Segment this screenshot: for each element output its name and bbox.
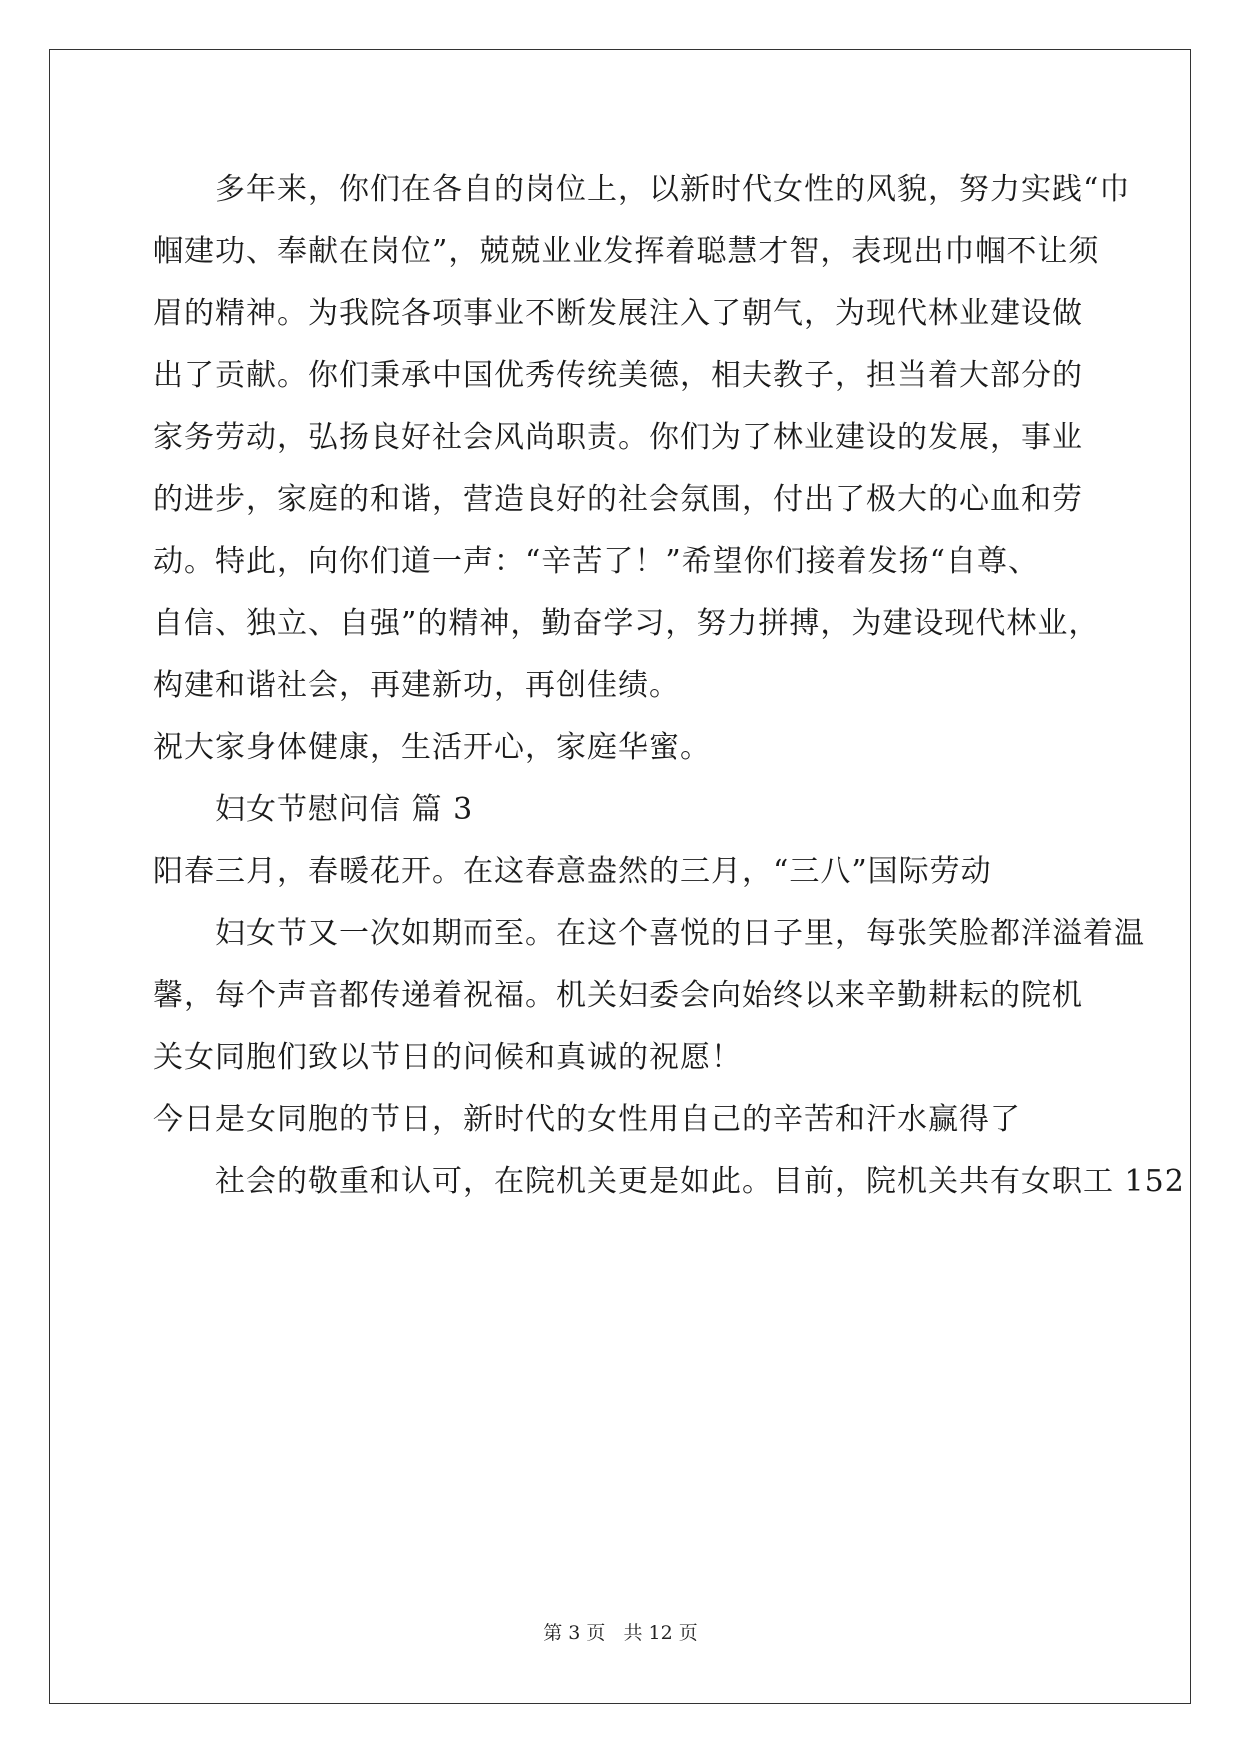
page-total: 共 12 页 xyxy=(623,1622,698,1644)
paragraph-line-1: 多年来，你们在各自的岗位上，以新时代女性的风貌，努力实践“巾 xyxy=(215,172,1131,207)
paragraph-line-12: 妇女节又一次如期而至。在这个喜悦的日子里，每张笑脸都洋溢着温 xyxy=(215,916,1145,951)
paragraph-line-3: 眉的精神。为我院各项事业不断发展注入了朝气，为现代林业建设做 xyxy=(153,296,1083,331)
paragraph-line-13: 馨，每个声音都传递着祝福。机关妇委会向始终以来辛勤耕耘的院机 xyxy=(153,978,1083,1013)
section-heading: 阳春三月，春暖花开。在这春意盎然的三月，“三八”国际劳动 xyxy=(153,854,992,889)
paragraph-line-16: 社会的敬重和认可，在院机关更是如此。目前，院机关共有女职工 152 xyxy=(215,1164,1185,1199)
paragraph-line-9: 构建和谐社会，再建新功，再创佳绩。 xyxy=(153,668,680,703)
page-footer xyxy=(0,1620,1241,1646)
paragraph-line-5: 家务劳动，弘扬良好社会风尚职责。你们为了林业建设的发展，事业 xyxy=(153,420,1083,455)
paragraph-line-4: 出了贡献。你们秉承中国优秀传统美德，相夫教子，担当着大部分的 xyxy=(153,358,1083,393)
paragraph-line-2: 帼建功、奉献在岗位”，兢兢业业发挥着聪慧才智，表现出巾帼不让须 xyxy=(153,234,1100,269)
page-number: 第 3 页 xyxy=(543,1622,606,1644)
paragraph-line-10: 祝大家身体健康，生活开心，家庭华蜜。 xyxy=(153,730,711,765)
paragraph-line-7: 动。特此，向你们道一声：“辛苦了！”希望你们接着发扬“自尊、 xyxy=(153,544,1040,579)
paragraph-line-6: 的进步，家庭的和谐，营造良好的社会氛围，付出了极大的心血和劳 xyxy=(153,482,1083,517)
paragraph-line-8: 自信、独立、自强”的精神，勤奋学习，努力拼搏，为建设现代林业， xyxy=(153,606,1100,641)
paragraph-line-11: 妇女节慰问信 篇 3 xyxy=(215,792,474,827)
paragraph-line-15: 今日是女同胞的节日，新时代的女性用自己的辛苦和汗水赢得了 xyxy=(153,1102,1021,1137)
paragraph-line-14: 关女同胞们致以节日的问候和真诚的祝愿！ xyxy=(153,1040,742,1075)
